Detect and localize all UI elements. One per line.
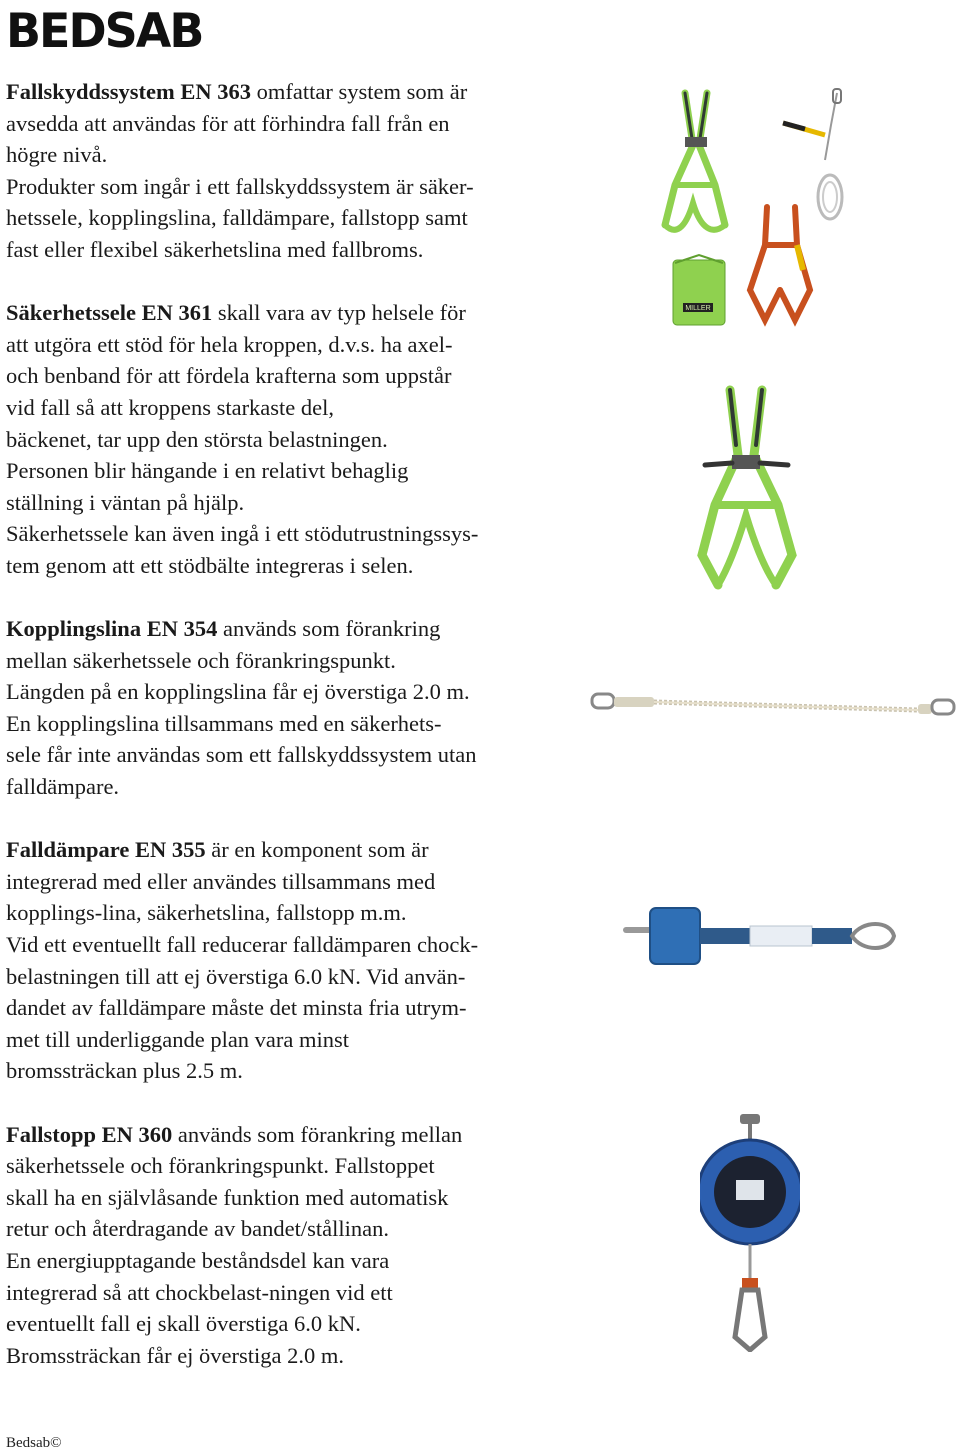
text-line: mellan säkerhetssele och förankringspunkt. bbox=[6, 647, 396, 673]
text-line: falldämpare. bbox=[6, 774, 120, 800]
text-line: att utgöra ett stöd för hela kroppen, d.v.s. ha axel- bbox=[6, 331, 453, 357]
copyright-footer: Bedsab© bbox=[6, 1435, 62, 1451]
section-fallskydd bbox=[6, 76, 566, 266]
text-line: retur och återdragande av bandet/stållinan. bbox=[6, 1216, 389, 1242]
text-line: Bromssträckan får ej överstiga 2.0 m. bbox=[6, 1342, 345, 1368]
text-line: belastningen till att ej överstiga 6.0 kN. Vid använ- bbox=[6, 963, 466, 989]
text-line: En kopplingslina tillsammans med en säkerhets- bbox=[6, 710, 442, 736]
text-line: Personen blir hängande i en relativt behaglig bbox=[6, 458, 409, 484]
text-line: vid fall så att kroppens starkaste del, bbox=[6, 394, 335, 420]
full-body-harness-image bbox=[690, 385, 810, 595]
text-line: bäckenet, tar upp den största belastningen. bbox=[6, 426, 388, 452]
text-line: integrerad med eller användes tillsammans med bbox=[6, 868, 436, 894]
section-heading: Fallstopp EN 360 bbox=[6, 1121, 173, 1147]
bag-label: MILLER bbox=[685, 305, 711, 312]
text-line: Vid ett eventuellt fall reducerar falldämparen chock- bbox=[6, 932, 479, 958]
section-first-line: Fallstopp EN 360 används som förankring mellan bbox=[6, 1121, 463, 1147]
text-line: dandet av falldämpare måste det minsta fria utrym- bbox=[6, 995, 467, 1021]
section-heading: Fallskyddssystem EN 363 bbox=[6, 79, 252, 104]
text-line: Produkter som ingår i ett fallskyddssystem är säker- bbox=[6, 173, 474, 199]
text-line: Säkerhetssele kan även ingå i ett stödutrustningssys- bbox=[6, 521, 479, 547]
text-line: bromssträckan plus 2.5 m. bbox=[6, 1058, 243, 1084]
text-line: eventuellt fall ej skall överstiga 6.0 kN. bbox=[6, 1311, 361, 1337]
section-first-line: Fallskyddssystem EN 363 omfattar system som är bbox=[6, 79, 468, 104]
main-text-column bbox=[6, 76, 566, 1371]
text-line: integrerad så att chockbelast-ningen vid ett bbox=[6, 1279, 393, 1305]
section-lina bbox=[6, 613, 566, 803]
section-heading: Kopplingslina EN 354 bbox=[6, 616, 218, 642]
text-line: Längden på en kopplingslina får ej överstiga 2.0 m. bbox=[6, 679, 470, 705]
section-heading: Falldämpare EN 355 bbox=[6, 837, 206, 863]
fall-arrest-retractor-image bbox=[700, 1112, 800, 1352]
section-first-line: Falldämpare EN 355 är en komponent som är bbox=[6, 837, 429, 863]
harness-kit-image bbox=[655, 85, 860, 335]
text-line: och benband för att fördela krafterna som uppstår bbox=[6, 363, 452, 389]
text-line: ställning i väntan på hjälp. bbox=[6, 489, 245, 515]
text-line: hetssele, kopplingslina, falldämpare, fallstopp samt bbox=[6, 205, 468, 231]
text-line: sele får inte användas som ett fallskyddssystem utan bbox=[6, 742, 477, 768]
section-first-line: Säkerhetssele EN 361 skall vara av typ helsele för bbox=[6, 300, 466, 326]
bedsab-logo: BEDSAB bbox=[6, 3, 203, 59]
section-dampare bbox=[6, 834, 566, 1087]
text-line: fast eller flexibel säkerhetslina med fallbroms. bbox=[6, 236, 424, 262]
text-line: tem genom att ett stödbälte integreras i selen. bbox=[6, 552, 414, 578]
text-line: met till underliggande plan vara minst bbox=[6, 1026, 350, 1052]
text-line: kopplings-lina, säkerhetslina, fallstopp m.m. bbox=[6, 900, 407, 926]
section-fallstopp bbox=[6, 1119, 566, 1372]
section-sele bbox=[6, 297, 566, 581]
section-heading: Säkerhetssele EN 361 bbox=[6, 300, 213, 326]
text-line: säkerhetssele och förankringspunkt. Fallstoppet bbox=[6, 1153, 435, 1179]
text-line: högre nivå. bbox=[6, 142, 108, 168]
section-first-line: Kopplingslina EN 354 används som förankring bbox=[6, 616, 441, 642]
text-line: skall ha en självlåsande funktion med automatisk bbox=[6, 1184, 449, 1210]
text-line: avsedda att användas för att förhindra fall från en bbox=[6, 110, 450, 136]
rope-lanyard-image bbox=[588, 688, 960, 722]
text-line: En energiupptagande beståndsdel kan vara bbox=[6, 1247, 390, 1273]
shock-absorber-image bbox=[622, 900, 902, 972]
